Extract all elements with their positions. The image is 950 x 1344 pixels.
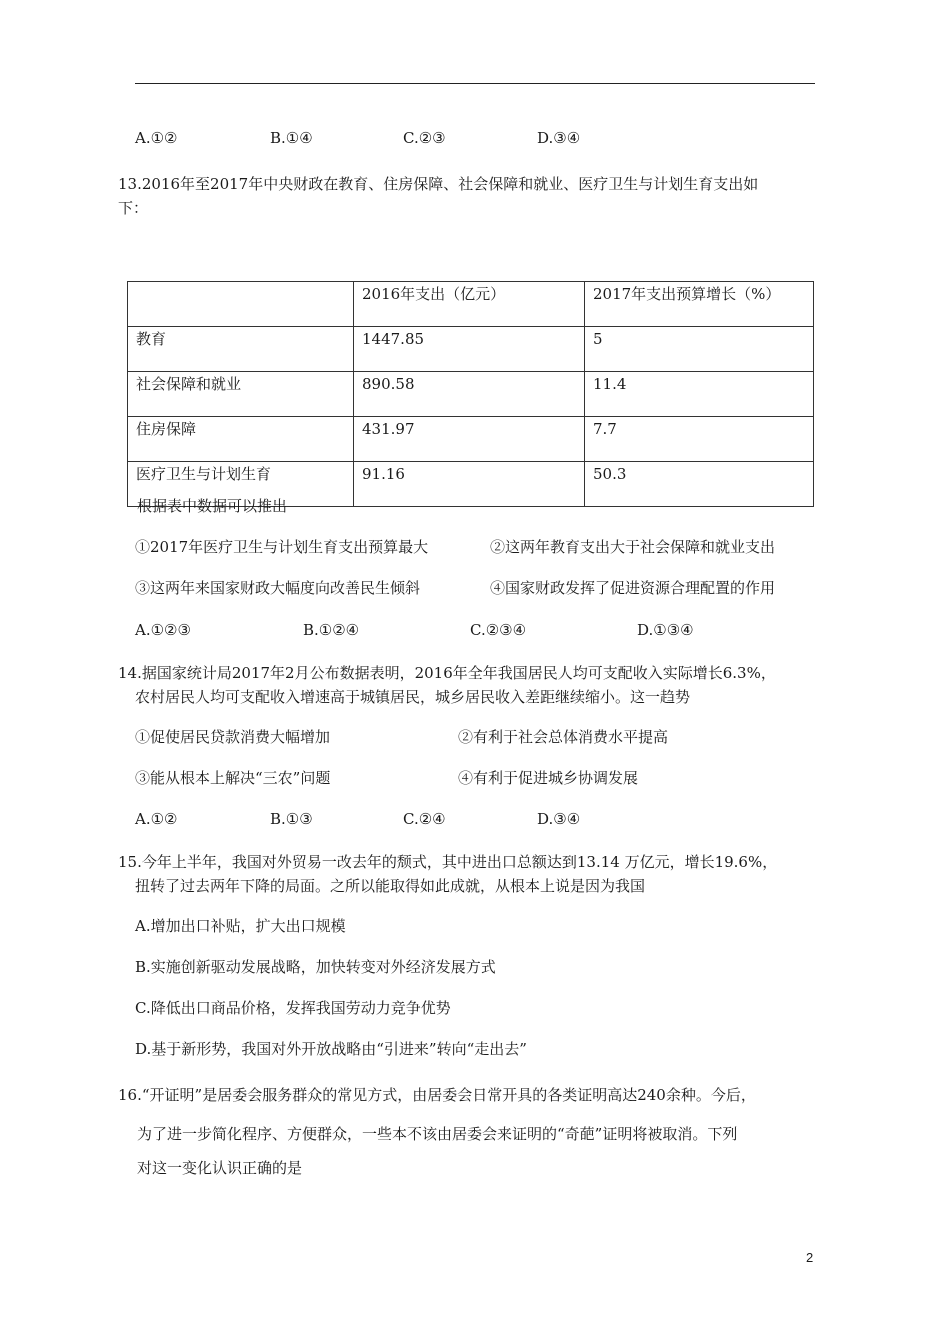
q14-item-3: ③能从根本上解决“三农”问题 <box>135 769 331 787</box>
table-cell: 住房保障 <box>128 417 354 462</box>
q12-option-b: B.①④ <box>270 129 313 147</box>
q12-option-a: A.①② <box>135 129 178 147</box>
table-header-cell: 2017年支出预算增长（%） <box>585 282 814 327</box>
q13-item-3: ③这两年来国家财政大幅度向改善民生倾斜 <box>135 579 421 597</box>
q14-stem-line2: 农村居民人均可支配收入增速高于城镇居民，城乡居民收入差距继续缩小。这一趋势 <box>135 688 691 706</box>
q13-option-a: A.①②③ <box>135 621 191 639</box>
q13-lead: 根据表中数据可以推出 <box>137 497 288 515</box>
q13-option-d: D.①③④ <box>637 621 694 639</box>
q13-option-c: C.②③④ <box>470 621 527 639</box>
q13-table <box>127 281 814 507</box>
table-cell: 7.7 <box>585 417 814 462</box>
q16-stem-line1: 16.“开证明”是居委会服务群众的常见方式，由居委会日常开具的各类证明高达240余种。今后， <box>118 1086 756 1104</box>
table-cell: 医疗卫生与计划生育 <box>128 462 354 507</box>
table-cell: 5 <box>585 327 814 372</box>
q14-option-d: D.③④ <box>537 810 581 828</box>
q13-item-1: ①2017年医疗卫生与计划生育支出预算最大 <box>135 538 429 556</box>
q14-option-a: A.①② <box>135 810 178 828</box>
table-cell: 50.3 <box>585 462 814 507</box>
q15-stem-line2: 扭转了过去两年下降的局面。之所以能取得如此成就，从根本上说是因为我国 <box>135 877 646 895</box>
table-cell: 1447.85 <box>354 327 585 372</box>
table-cell: 社会保障和就业 <box>128 372 354 417</box>
q12-option-d: D.③④ <box>537 129 581 147</box>
table-row <box>128 417 814 462</box>
q14-option-c: C.②④ <box>403 810 446 828</box>
q13-option-b: B.①②④ <box>303 621 360 639</box>
q13-stem-line2: 下： <box>118 199 149 217</box>
q14-stem-line1: 14.据国家统计局2017年2月公布数据表明，2016年全年我国居民人均可支配收入实际增长6.3%， <box>118 664 776 682</box>
q13-item-4: ④国家财政发挥了促进资源合理配置的作用 <box>490 579 776 597</box>
table-header-cell: 2016年支出（亿元） <box>354 282 585 327</box>
q13-stem-line1: 13.2016年至2017年中央财政在教育、住房保障、社会保障和就业、医疗卫生与计划生育支出如 <box>118 175 759 193</box>
q12-option-c: C.②③ <box>403 129 446 147</box>
table-cell: 教育 <box>128 327 354 372</box>
q15-option-d: D.基于新形势，我国对外开放战略由“引进来”转向“走出去” <box>135 1040 527 1058</box>
q13-item-2: ②这两年教育支出大于社会保障和就业支出 <box>490 538 776 556</box>
page-number: 2 <box>806 1250 814 1265</box>
table-header-row <box>128 282 814 327</box>
q14-item-4: ④有利于促进城乡协调发展 <box>458 769 639 787</box>
table-row <box>128 327 814 372</box>
q15-option-b: B.实施创新驱动发展战略，加快转变对外经济发展方式 <box>135 958 496 976</box>
table-cell: 431.97 <box>354 417 585 462</box>
q16-stem-line2: 为了进一步简化程序、方便群众，一些本不该由居委会来证明的“奇葩”证明将被取消。下列 <box>137 1125 738 1143</box>
q14-item-2: ②有利于社会总体消费水平提高 <box>458 728 669 746</box>
header-rule <box>135 83 815 84</box>
q15-option-a: A.增加出口补贴，扩大出口规模 <box>135 917 346 935</box>
table-header-cell <box>128 282 354 327</box>
table-cell: 890.58 <box>354 372 585 417</box>
q14-option-b: B.①③ <box>270 810 313 828</box>
table-cell: 91.16 <box>354 462 585 507</box>
table-cell: 11.4 <box>585 372 814 417</box>
q15-stem-line1: 15.今年上半年，我国对外贸易一改去年的颓式，其中进出口总额达到13.14 万亿元，增长19.6%， <box>118 853 778 871</box>
q15-option-c: C.降低出口商品价格，发挥我国劳动力竞争优势 <box>135 999 451 1017</box>
q16-stem-line3: 对这一变化认识正确的是 <box>137 1159 303 1177</box>
table-row <box>128 372 814 417</box>
q14-item-1: ①促使居民贷款消费大幅增加 <box>135 728 331 746</box>
